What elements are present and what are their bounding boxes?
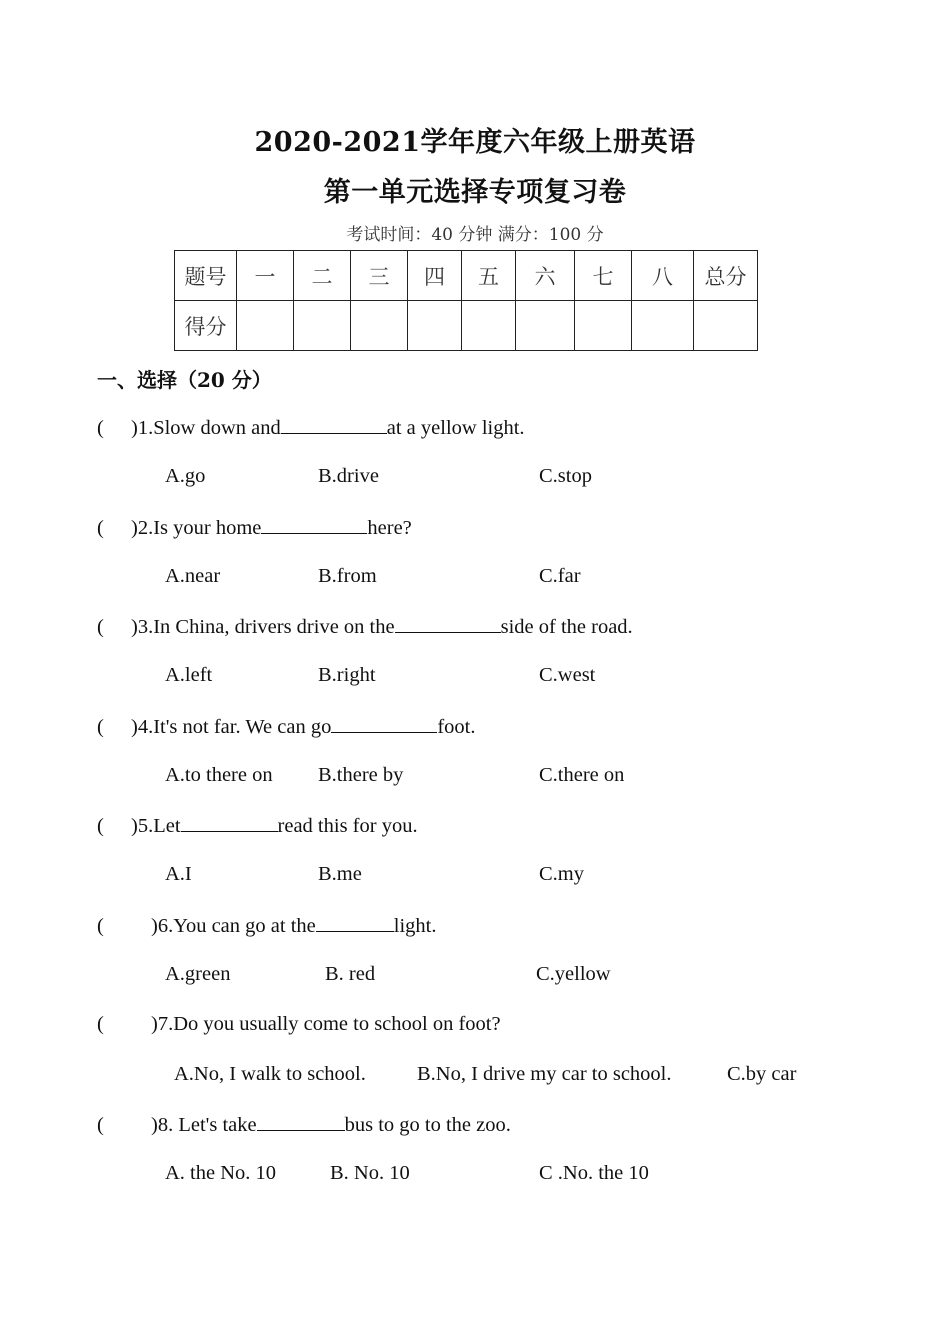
fill-blank[interactable]: [181, 813, 278, 832]
answer-paren-close: ): [151, 1013, 158, 1035]
score-cell[interactable]: [462, 301, 516, 351]
option-b[interactable]: B.right: [318, 664, 376, 686]
fill-blank[interactable]: [281, 415, 387, 434]
score-cell[interactable]: [408, 301, 462, 351]
score-table: [174, 250, 758, 351]
option-c[interactable]: C.there on: [539, 764, 625, 786]
question-stem-end: bus to go to the zoo.: [344, 1114, 511, 1136]
page-title: 2020-2021学年度六年级上册英语: [254, 127, 696, 158]
answer-paren-open: (: [97, 1114, 104, 1136]
question-stem: 8. Let's take: [157, 1114, 257, 1136]
answer-paren-close: ): [131, 616, 138, 638]
score-cell[interactable]: [294, 301, 351, 351]
question-stem-end: read this for you.: [277, 815, 418, 837]
score-table-header-row: [175, 251, 758, 301]
score-cell[interactable]: [575, 301, 632, 351]
option-a[interactable]: A.green: [165, 963, 231, 985]
question-1: [97, 415, 525, 440]
column-5: 五: [462, 251, 516, 301]
answer-paren-close: ): [151, 1114, 158, 1136]
exam-info: 考试时间：40 分钟 满分：100 分: [346, 225, 604, 245]
score-cell[interactable]: [694, 301, 758, 351]
option-a[interactable]: A. the No. 10: [165, 1162, 277, 1184]
question-4: [97, 714, 476, 739]
option-c[interactable]: C.my: [539, 863, 584, 885]
option-c[interactable]: C.far: [539, 565, 581, 587]
column-2: 二: [294, 251, 351, 301]
column-3: 三: [351, 251, 408, 301]
fill-blank[interactable]: [261, 515, 367, 534]
option-c[interactable]: C.stop: [539, 465, 592, 487]
answer-paren-open: (: [97, 815, 104, 837]
option-b[interactable]: B. red: [325, 963, 376, 985]
question-2: [97, 515, 412, 540]
column-6: 六: [516, 251, 575, 301]
question-stem: 2.Is your home: [137, 517, 262, 539]
answer-paren-close: ): [131, 517, 138, 539]
answer-paren-open: (: [97, 417, 104, 439]
score-cell[interactable]: [632, 301, 694, 351]
option-a[interactable]: A.go: [165, 465, 206, 487]
option-c[interactable]: C.yellow: [536, 963, 611, 985]
option-b[interactable]: B.there by: [318, 764, 404, 786]
option-b[interactable]: B. No. 10: [330, 1162, 410, 1184]
question-stem-end: here?: [367, 517, 412, 539]
score-cell[interactable]: [351, 301, 408, 351]
column-4: 四: [408, 251, 462, 301]
row-header-question-number: 题号: [175, 251, 237, 301]
question-stem: 7.Do you usually come to school on foot?: [157, 1013, 501, 1035]
section-title: 一、选择（20 分）: [97, 368, 272, 392]
question-5: [97, 813, 418, 838]
fill-blank[interactable]: [331, 714, 437, 733]
question-stem: 6.You can go at the: [157, 915, 316, 937]
question-stem-end: at a yellow light.: [386, 417, 525, 439]
score-table-score-row: [175, 301, 758, 351]
option-a[interactable]: A.left: [165, 664, 213, 686]
option-b[interactable]: B.from: [318, 565, 377, 587]
score-cell[interactable]: [516, 301, 575, 351]
question-stem-end: light.: [393, 915, 437, 937]
answer-paren-open: (: [97, 1013, 104, 1035]
option-c[interactable]: C.by car: [727, 1063, 797, 1085]
option-a[interactable]: A.I: [165, 863, 192, 885]
question-7: [97, 1013, 501, 1036]
answer-paren-open: (: [97, 716, 104, 738]
fill-blank[interactable]: [257, 1112, 345, 1131]
column-8: 八: [632, 251, 694, 301]
option-a[interactable]: A.No, I walk to school.: [174, 1063, 366, 1085]
option-c[interactable]: C .No. the 10: [539, 1162, 649, 1184]
row-header-score: 得分: [175, 301, 237, 351]
answer-paren-close: ): [131, 417, 138, 439]
score-cell[interactable]: [237, 301, 294, 351]
answer-paren-open: (: [97, 517, 104, 539]
question-stem: 4.It's not far. We can go: [137, 716, 332, 738]
option-b[interactable]: B.drive: [318, 465, 379, 487]
answer-paren-close: ): [131, 815, 138, 837]
column-7: 七: [575, 251, 632, 301]
column-total: 总分: [694, 251, 758, 301]
option-a[interactable]: A.near: [165, 565, 221, 587]
option-b[interactable]: B.No, I drive my car to school.: [417, 1063, 672, 1085]
question-stem: 3.In China, drivers drive on the: [137, 616, 395, 638]
page-subtitle: 第一单元选择专项复习卷: [323, 177, 627, 208]
answer-paren-open: (: [97, 915, 104, 937]
answer-paren-close: ): [131, 716, 138, 738]
column-1: 一: [237, 251, 294, 301]
answer-paren-close: ): [151, 915, 158, 937]
option-b[interactable]: B.me: [318, 863, 362, 885]
question-stem: 1.Slow down and: [137, 417, 281, 439]
question-stem: 5.Let: [137, 815, 181, 837]
question-6: [97, 913, 436, 938]
fill-blank[interactable]: [316, 913, 394, 932]
fill-blank[interactable]: [395, 614, 501, 633]
option-a[interactable]: A.to there on: [165, 764, 273, 786]
question-8: [97, 1112, 511, 1137]
answer-paren-open: (: [97, 616, 104, 638]
option-c[interactable]: C.west: [539, 664, 596, 686]
question-stem-end: side of the road.: [500, 616, 633, 638]
question-3: [97, 614, 633, 639]
question-stem-end: foot.: [437, 716, 476, 738]
